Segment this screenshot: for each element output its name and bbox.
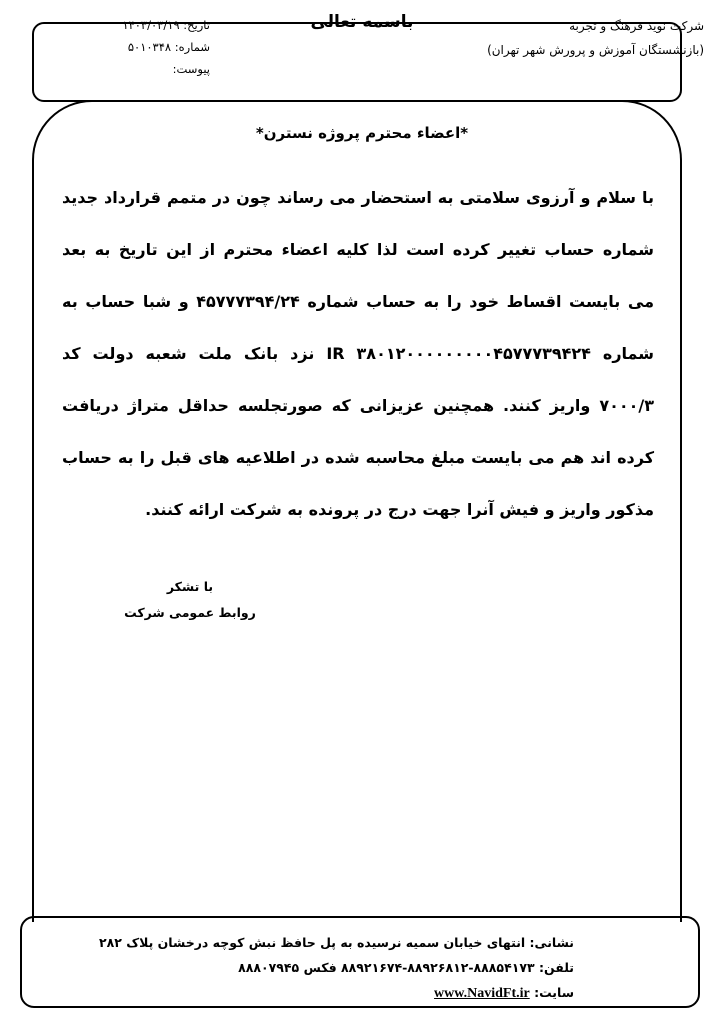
date-value: ۱۴۰۳/۰۳/۱۹ bbox=[122, 18, 180, 32]
number-label: شماره: bbox=[174, 40, 210, 54]
closing-block bbox=[120, 574, 260, 626]
paragraph-line: مذکور واریز و فیش آنرا جهت درج در پرونده به شرکت ارائه کنند. bbox=[145, 500, 654, 519]
paragraph-line: شماره IR ۳۸۰۱۲۰۰۰۰۰۰۰۰۰۴۵۷۷۷۳۹۴۲۴ نزد بانک ملت شعبه دولت کد bbox=[62, 344, 654, 363]
number-row bbox=[40, 36, 210, 58]
date-row bbox=[40, 14, 210, 36]
footer-address: نشانی: انتهای خیابان سمیه نرسیده به پل حافظ نبش کوچه درخشان پلاک ۲۸۲ bbox=[99, 935, 574, 950]
paragraph-line: کرده اند هم می بایست مبلغ محاسبه شده در اطلاعیه های قبل را به حساب bbox=[62, 448, 654, 467]
paragraph-line: با سلام و آرزوی سلامتی به استحضار می رساند چون در متمم قرارداد جدید bbox=[62, 188, 654, 207]
site-link[interactable]: www.NavidFt.ir bbox=[434, 986, 530, 1001]
paragraph-line: شماره حساب تغییر کرده است لذا کلیه اعضاء محترم از این تاریخ به بعد bbox=[62, 240, 654, 259]
attachment-row bbox=[40, 58, 210, 80]
letter-subject: *اعضاء محترم پروژه نسترن* bbox=[255, 124, 469, 142]
closing-thanks: با تشکر bbox=[166, 579, 214, 594]
closing-signatory: روابط عمومی شرکت bbox=[124, 605, 256, 620]
paragraph-line: می بایست اقساط خود را به حساب شماره ۴۵۷۷۷۳۹۴/۲۴ و شبا حساب به bbox=[62, 292, 654, 311]
footer-site-row bbox=[99, 980, 574, 1006]
footer-contact bbox=[99, 930, 574, 1006]
number-value: ۵۰۱۰۳۴۸ bbox=[127, 40, 172, 54]
date-label: تاریخ: bbox=[183, 18, 210, 32]
letter-heading: باسمه تعالی bbox=[310, 12, 414, 32]
company-subtitle: (بازنشستگان آموزش و پرورش شهر تهران) bbox=[487, 43, 704, 57]
company-name: شرکت نوید فرهنگ و تجربه bbox=[569, 19, 704, 33]
phone-label: تلفن: bbox=[538, 960, 574, 975]
paragraph-line: ۷۰۰۰/۳ واریز کنند. همچنین عزیزانی که صورتجلسه حداقل متراژ دریافت bbox=[62, 396, 654, 415]
attachment-label: پیوست: bbox=[172, 62, 210, 76]
phone-value: ۸۸۸۵۴۱۷۳-۸۸۹۲۶۸۱۲-۸۸۹۲۱۶۷۴ bbox=[341, 960, 535, 975]
fax-label: فکس bbox=[303, 960, 337, 975]
footer-phone-row bbox=[99, 955, 574, 980]
fax-value: ۸۸۸۰۷۹۴۵ bbox=[238, 960, 300, 975]
letter-meta bbox=[40, 14, 210, 80]
letter-paragraph bbox=[62, 172, 654, 536]
site-label: سایت: bbox=[534, 985, 574, 1000]
